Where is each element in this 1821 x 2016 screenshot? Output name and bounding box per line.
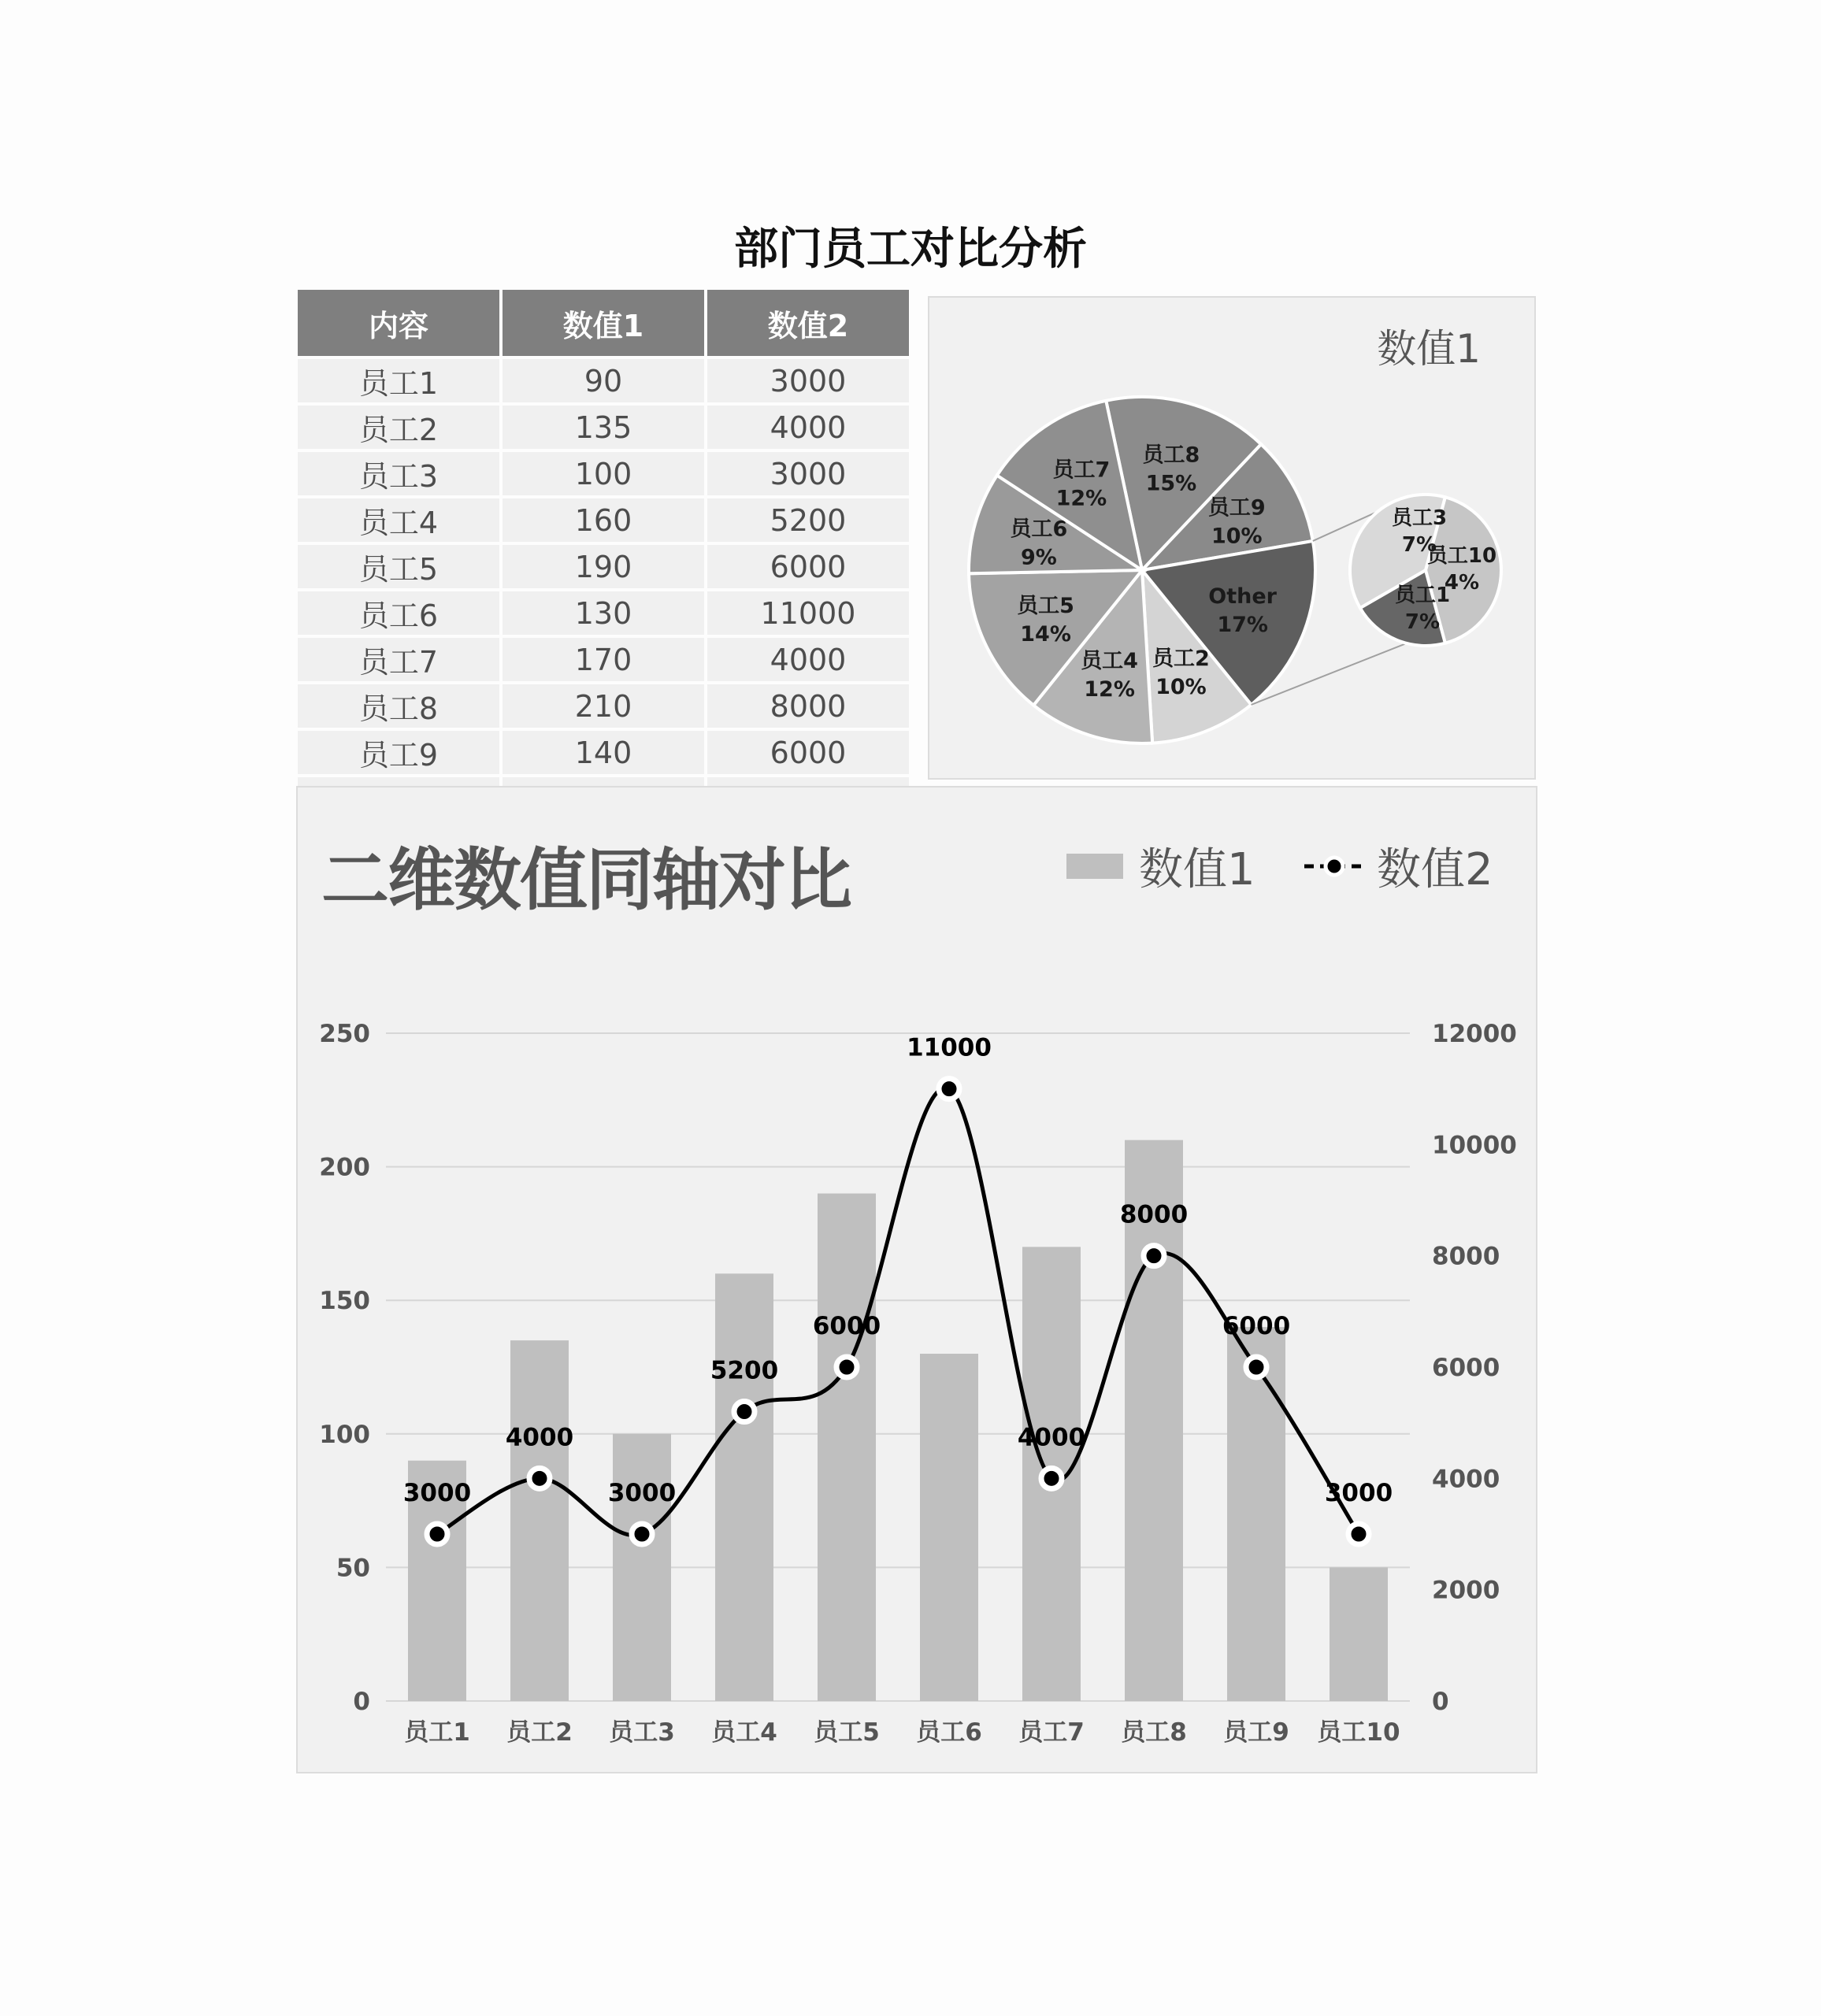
x-tick-label: 员工2 [506,1718,573,1747]
line-data-label: 3000 [1324,1479,1393,1507]
pie-slice-percent: 14% [1020,622,1071,647]
page-title: 部门员工对比分析 [734,224,1087,275]
line-data-label: 6000 [812,1312,881,1340]
pie-slice-percent: 12% [1084,676,1135,702]
line-data-label: 4000 [505,1423,574,1452]
table-row [298,498,909,542]
table-cell: 员工1 [298,359,499,402]
x-tick-label: 员工1 [404,1718,470,1747]
pie-slice-label: 员工5 [1017,594,1074,619]
line-point [939,1079,959,1099]
pie-slice-label: 员工9 [1207,495,1266,521]
table-cell: 3000 [707,359,909,402]
line-data-label: 3000 [402,1479,472,1507]
table-row [298,359,909,402]
line-point [1144,1246,1164,1266]
table-row [298,452,909,495]
bar [510,1340,569,1701]
line-point [1348,1524,1369,1544]
y-left-tick-label: 150 [319,1287,370,1316]
line-data-label: 8000 [1119,1200,1189,1229]
line-point [836,1357,857,1377]
x-tick-label: 员工9 [1223,1718,1289,1747]
bar [715,1273,773,1701]
line-point [427,1524,447,1544]
table-cell: 4000 [707,638,909,681]
line-data-label: 4000 [1017,1423,1086,1452]
pie-of-pie-chart [929,298,1534,778]
y-left-tick-label: 100 [319,1420,370,1449]
line-point [529,1468,550,1488]
legend-label: 数值1 [1139,844,1255,895]
x-tick-label: 员工3 [609,1718,675,1747]
table-row [298,731,909,774]
bar [613,1434,671,1701]
x-tick-label: 员工5 [814,1718,880,1747]
y-right-tick-label: 6000 [1432,1354,1500,1382]
pie-chart-panel [928,296,1536,780]
table-cell: 员工3 [298,452,499,495]
table-cell: 170 [503,638,704,681]
data-table [295,287,912,824]
y-left-tick-label: 200 [319,1153,370,1182]
table-cell: 6000 [707,545,909,588]
table-row [298,545,909,588]
table-cell: 11000 [707,591,909,635]
pie-slice-label: 员工2 [1152,647,1210,672]
table-header-cell: 数值2 [707,290,909,356]
table-cell: 140 [503,731,704,774]
pie-slice-label: 员工1 [1394,584,1451,607]
legend-label: 数值2 [1377,844,1493,895]
pie-slice-percent: 17% [1217,613,1268,638]
bar [1227,1327,1285,1701]
table-cell: 员工4 [298,498,499,542]
y-right-tick-label: 2000 [1432,1576,1500,1605]
table-cell: 5200 [707,498,909,542]
pie-slice-percent: 7% [1401,533,1437,557]
pie-slice-percent: 10% [1211,524,1263,549]
pie-slice-label: 员工7 [1052,458,1111,483]
y-left-tick-label: 50 [336,1554,370,1583]
pie-slice-label: 员工8 [1142,443,1200,468]
y-right-tick-label: 0 [1432,1688,1449,1716]
line-point [734,1402,755,1422]
table-cell: 100 [503,452,704,495]
table-cell: 员工8 [298,684,499,728]
x-tick-label: 员工8 [1121,1718,1187,1747]
bar [1330,1567,1388,1701]
pie-slice-percent: 15% [1145,471,1197,496]
table-cell: 130 [503,591,704,635]
table-cell: 员工2 [298,406,499,449]
x-tick-label: 员工7 [1018,1718,1085,1747]
table-row [298,591,909,635]
table-cell: 160 [503,498,704,542]
pie-slice-percent: 10% [1155,675,1207,700]
pie-slice-percent: 4% [1444,571,1480,595]
table-cell: 员工7 [298,638,499,681]
table-cell: 员工5 [298,545,499,588]
bar [818,1194,876,1701]
table-header-cell: 内容 [298,290,499,356]
pie-slice-percent: 7% [1404,610,1441,634]
table-cell: 8000 [707,684,909,728]
pie-slice-label: 员工4 [1081,648,1138,673]
pie-slice-label: Other [1208,584,1278,610]
table-cell: 4000 [707,406,909,449]
line-point [1246,1357,1267,1377]
bar [920,1354,978,1701]
line-data-label: 3000 [607,1479,677,1507]
pie-slice-percent: 12% [1055,486,1107,511]
x-tick-label: 员工6 [916,1718,982,1747]
x-tick-label: 员工10 [1317,1718,1400,1747]
table-cell: 员工6 [298,591,499,635]
pie-slice-label: 员工10 [1426,544,1497,568]
line-point [632,1524,652,1544]
table-cell: 190 [503,545,704,588]
y-left-tick-label: 0 [353,1688,370,1716]
y-right-tick-label: 4000 [1432,1465,1500,1494]
table-cell: 135 [503,406,704,449]
table-cell: 210 [503,684,704,728]
pie-slice-percent: 9% [1020,545,1057,570]
table-cell: 员工9 [298,731,499,774]
pie-slice-label: 员工6 [1010,517,1068,542]
line-data-label: 11000 [907,1033,992,1062]
combo-chart-title: 二维数值同轴对比 [321,841,851,920]
y-left-tick-label: 250 [319,1020,370,1048]
line-point [1041,1468,1062,1488]
pie-slice-label: 员工3 [1391,506,1448,530]
table-cell: 90 [503,359,704,402]
pie-chart-title: 数值1 [1377,326,1481,372]
series-line [437,1088,1359,1535]
line-data-label: 5200 [710,1356,779,1385]
combo-chart-panel [296,786,1537,1773]
table-row [298,638,909,681]
table-cell: 3000 [707,452,909,495]
combo-chart [298,788,1536,1772]
y-right-tick-label: 12000 [1432,1020,1517,1048]
y-right-tick-label: 10000 [1432,1131,1517,1160]
table-row [298,406,909,449]
table-row [298,684,909,728]
x-tick-label: 员工4 [711,1718,777,1747]
line-data-label: 6000 [1222,1312,1291,1340]
table-header-cell: 数值1 [503,290,704,356]
table-cell: 6000 [707,731,909,774]
y-right-tick-label: 8000 [1432,1242,1500,1271]
table-header-row [298,290,909,356]
